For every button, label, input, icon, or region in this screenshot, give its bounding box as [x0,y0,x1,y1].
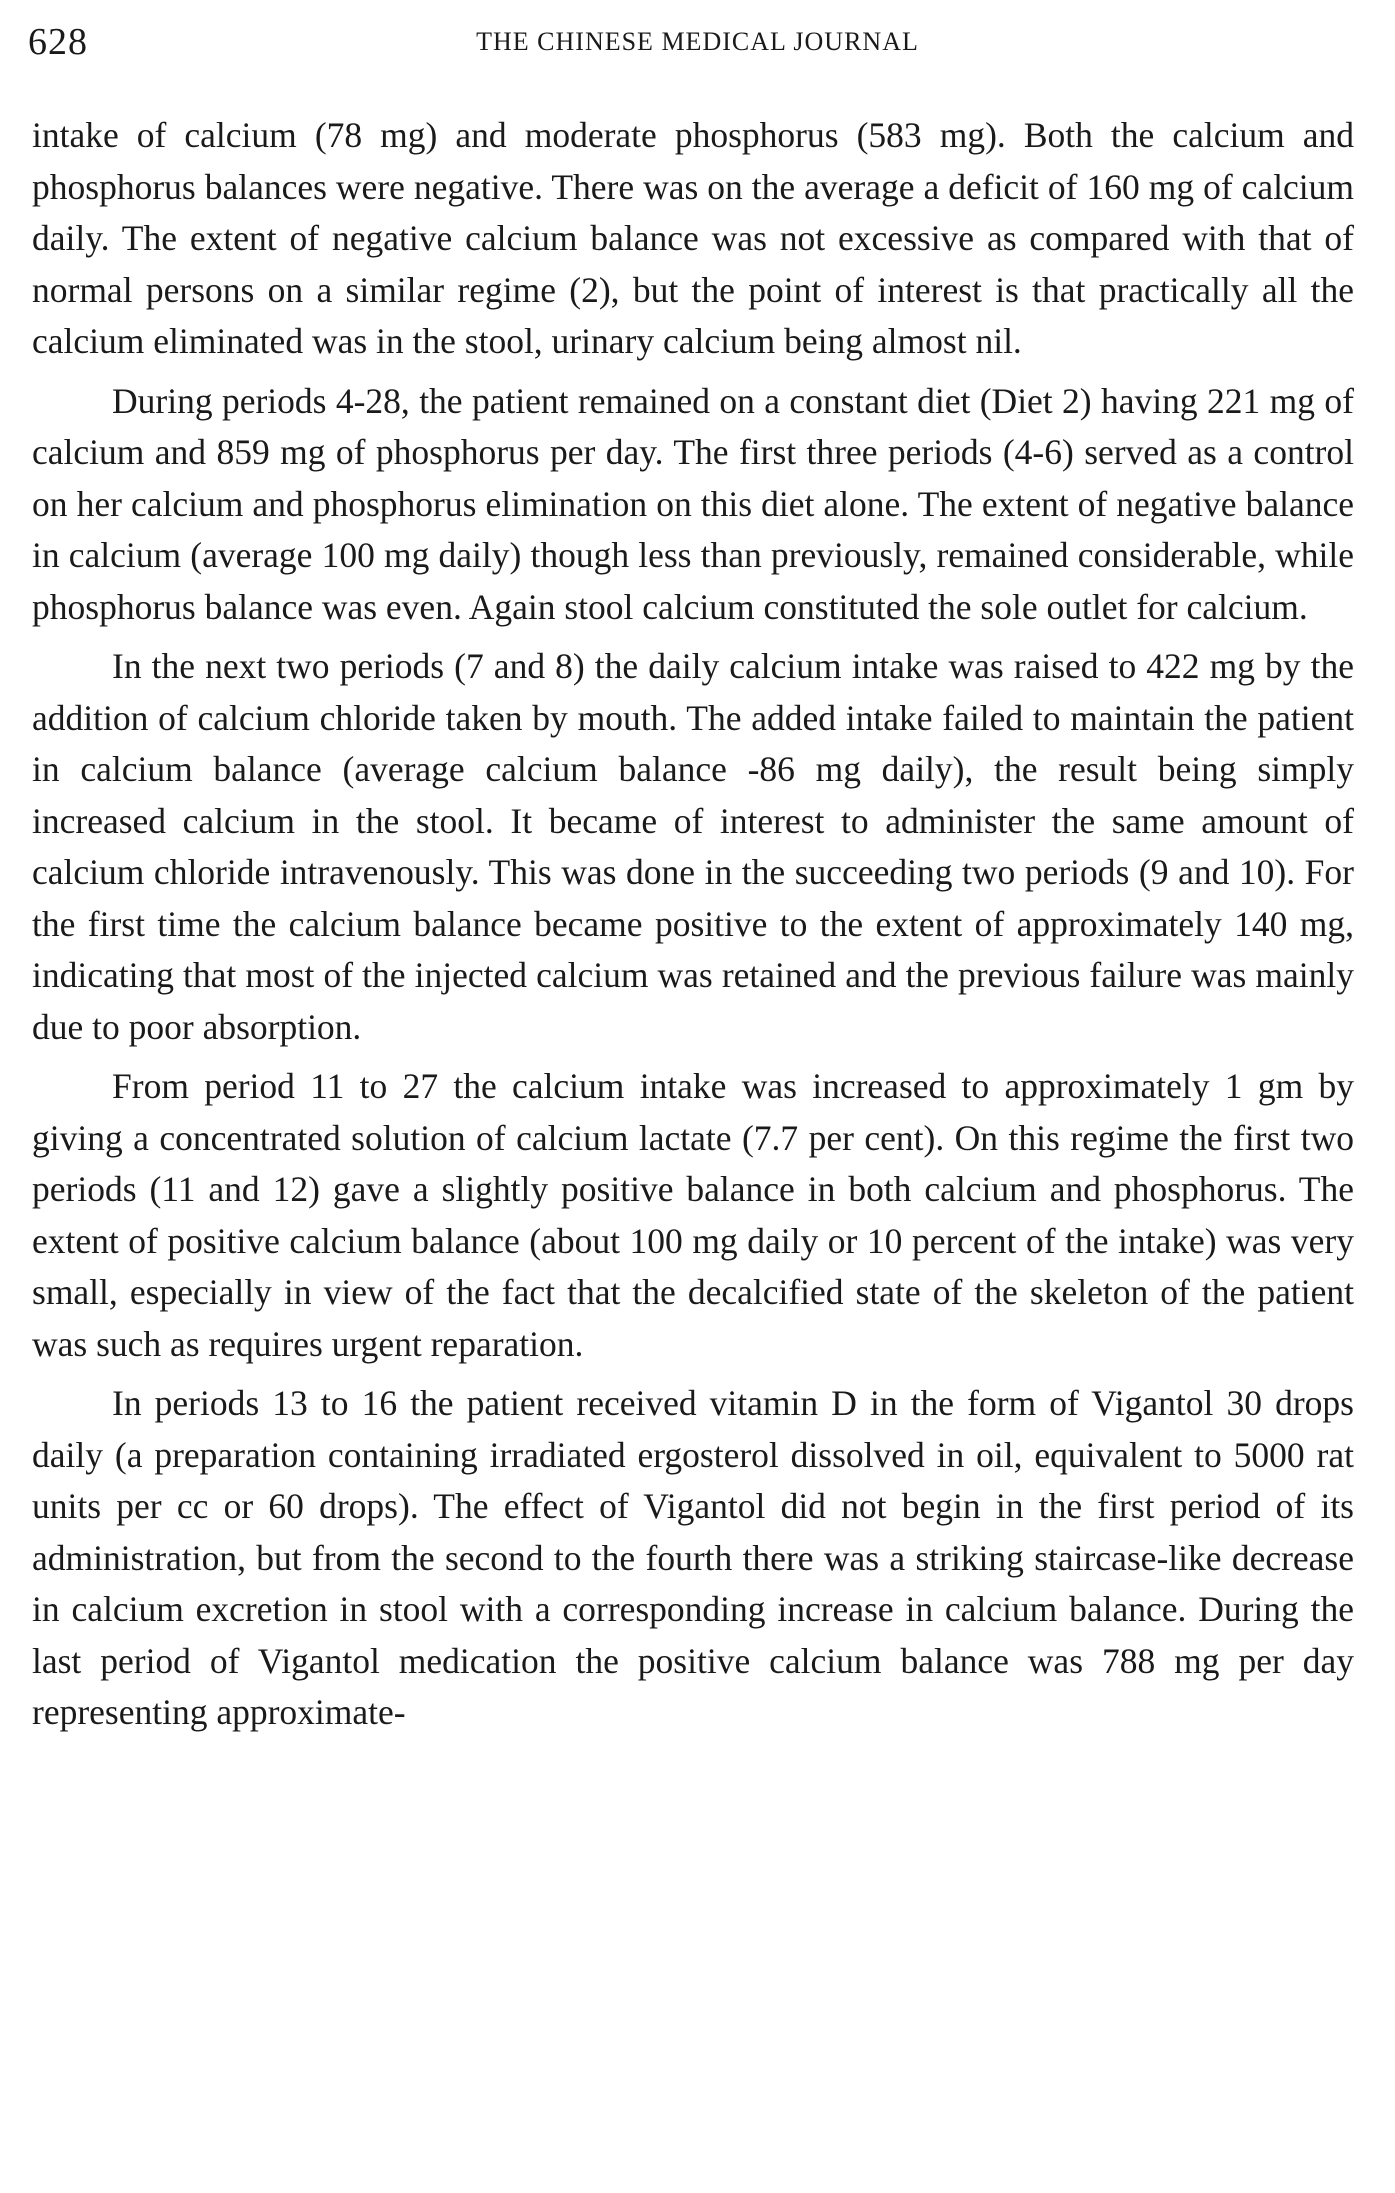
page-header [28,14,1367,70]
paragraph-vigantol: In periods 13 to 16 the patient received vitamin D in the form of Vigantol 30 drops daily (a preparation containing irradiated ergosterol dissolved in oil, equivalent to 5000 rat units per cc or 60 drops). The effect of Vigantol did not begin in the first period of its administration, but from the second to the fourth there was a striking staircase-like decrease in calcium excretion in stool with a corresponding increase in calcium balance. During the last period of Vigantol medication the positive calcium balance was 788 mg per day representing approximate- [32,1383,1354,1732]
paragraph-diet-2: During periods 4-28, the patient remained on a constant diet (Diet 2) having 221 mg of calcium and 859 mg of phosphorus per day. The first three periods (4-6) served as a control on her calcium and phosphorus elimination on this diet alone. The extent of negative balance in calcium (average 100 mg daily) though less than previously, remained considerable, while phosphorus balance was even. Again stool calcium constituted the sole outlet for calcium. [32,380,1354,627]
paragraph-continuation: intake of calcium (78 mg) and moderate phosphorus (583 mg). Both the calcium and phosphorus balances were negative. There was on the average a deficit of 160 mg of calcium daily. The extent of negative calcium balance was not excessive as compared with that of normal persons on a similar regime (2), but the point of interest is that practically all the calcium eliminated was in the stool, urinary calcium being almost nil. [32,115,1354,361]
paragraph-calcium-lactate: From period 11 to 27 the calcium intake was increased to approximately 1 gm by giving a concentrated solution of calcium lactate (7.7 per cent). On this regime the first two periods (11 and 12) gave a slightly positive balance in both calcium and phosphorus. The extent of positive calcium balance (about 100 mg daily or 10 percent of the intake) was very small, especially in view of the fact that the decalcified state of the skeleton of the patient was such as requires urgent reparation. [32,1066,1354,1364]
article-body [32,110,1354,1747]
paragraph-calcium-chloride: In the next two periods (7 and 8) the daily calcium intake was raised to 422 mg by the addition of calcium chloride taken by mouth. The added intake failed to maintain the patient in calcium balance (average calcium balance -86 mg daily), the result being simply increased calcium in the stool. It became of interest to administer the same amount of calcium chloride intravenously. This was done in the succeeding two periods (9 and 10). For the first time the calcium balance became positive to the extent of approximately 140 mg, indicating that most of the injected calcium was retained and the previous failure was mainly due to poor absorption. [32,646,1354,1047]
running-head: THE CHINESE MEDICAL JOURNAL [476,27,919,56]
page-number: 628 [28,21,88,63]
